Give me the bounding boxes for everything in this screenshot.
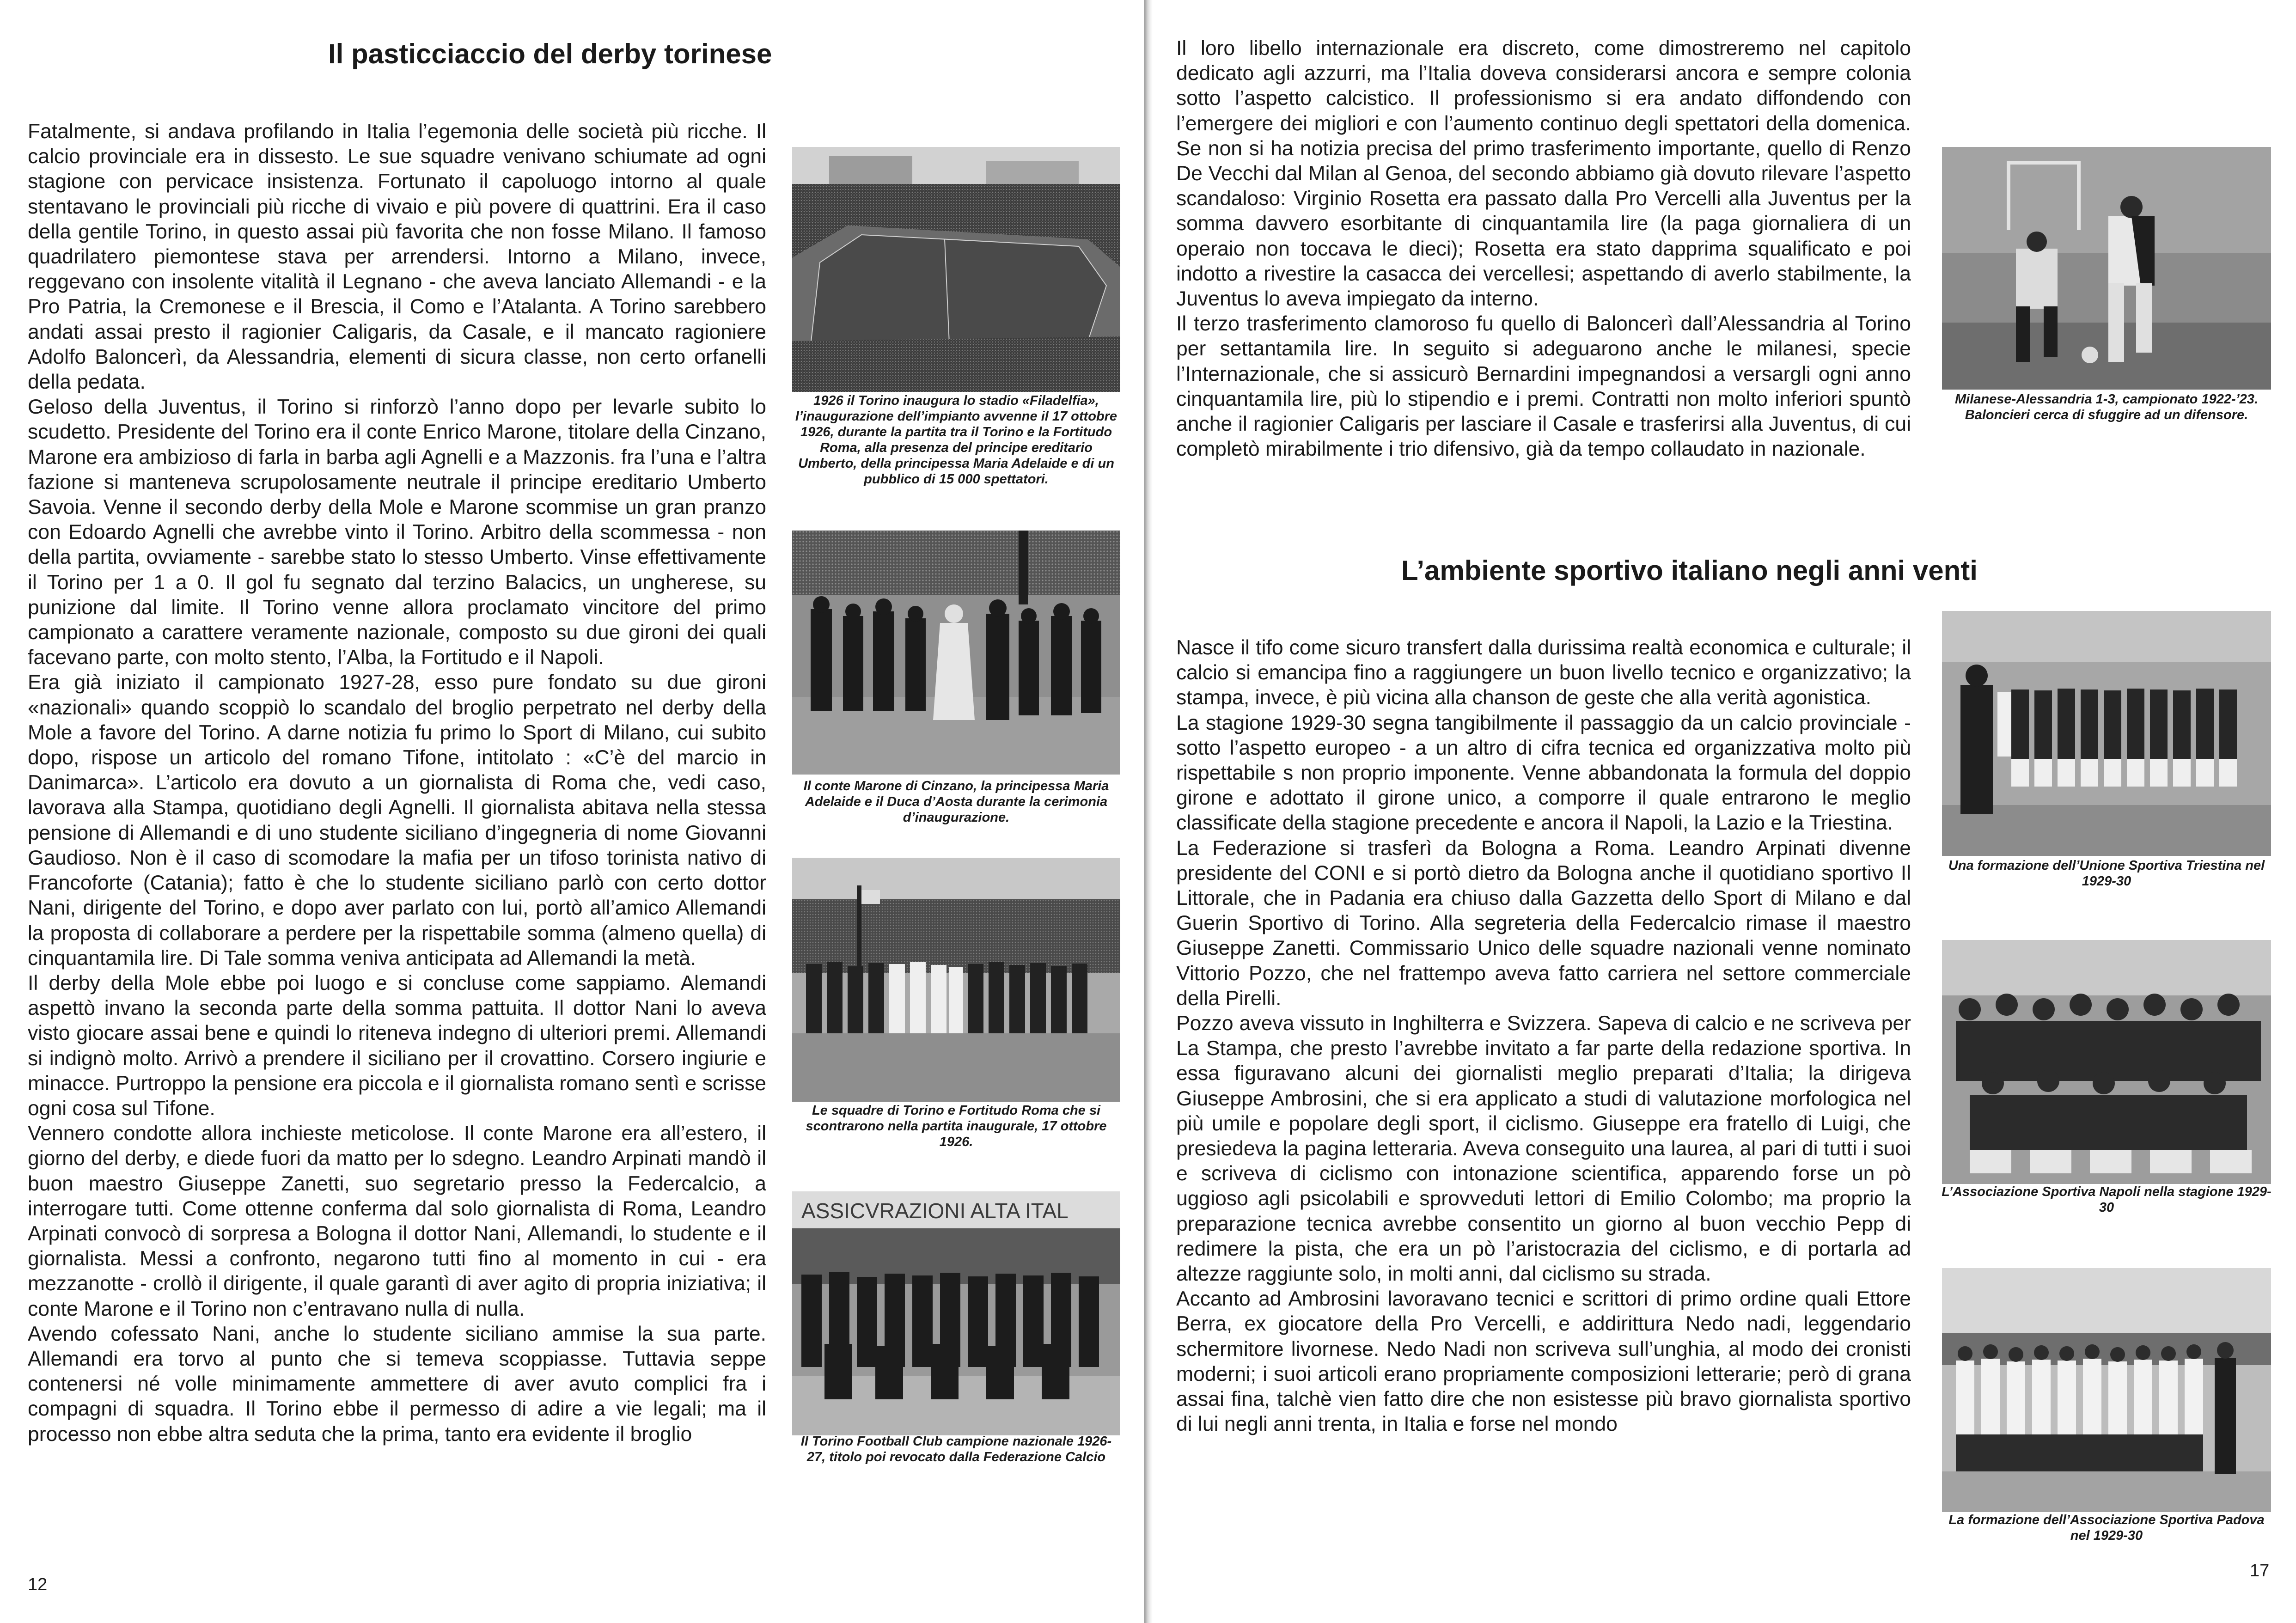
paragraph: Il terzo trasferimento clamoroso fu quello di Baloncerì dall’Alessandria al Torino per settantamila lire. In seguito si adeguarono anche le milanesi, specie l’Internazionale, che si assicurò Bernardini impegnandosi a versargli ogni anno cinquantamila lire, più lo stipendio e i premi. Contratti non molto inferiori spuntò anche il ragionier Caligaris per lasciare il Casale e trasferirsi alla Juventus, di cui completò mirabilmente i trio difensivo, già da tempo collaudato in nazionale.: [1176, 312, 1911, 461]
stadium-illustration: [792, 147, 1120, 392]
photo-caption: Il Torino Football Club campione nazionale 1926-27, titolo poi revocato dalla Federazione Calcio: [800, 1434, 1112, 1464]
triestina-team-photo: [1942, 611, 2271, 856]
padova-team-illustration: [1942, 1268, 2271, 1512]
ceremony-photo: [792, 531, 1120, 775]
padova-team-photo: [1942, 1268, 2271, 1512]
paragraph: Vennero condotte allora inchieste meticolose. Il conte Marone era all’estero, il giorno del derby, e diede fuori da matto per lo sdegno. Leandro Arpinati mandò il buon maestro Giuseppe Zanetti, suo segretario presso la Federcalcio, a interrogare tutti. Come ottenne conferma dal solo giornalista di Roma, Leandro Arpinati convocò di sorpresa a Bologna il dottor Nani, Allemandi, lo studente e il giornalista. Messi a confronto, negarono tutti fino al momento in cui - era mezzanotte - crollò il dirigente, il quale garantì di aver agito di propria iniziativa; il conte Marone e il Torino non c’entravano nulla di nulla.: [28, 1122, 766, 1320]
ceremony-illustration: [792, 531, 1120, 775]
right-intro-text: [1176, 36, 1911, 462]
photo-caption: Milanese-Alessandria 1-3, campionato 1922-’23. Baloncieri cerca di sfuggire ad un difensore.: [1955, 392, 2258, 422]
teams-photo: [792, 858, 1120, 1102]
photo-caption: 1926 il Torino inaugura lo stadio «Filadelfia», l’inaugurazione dell’impianto avvenne il 17 ottobre 1926, durante la partita tra il Torino e la Fortitudo Roma, alla presenza del principe ereditario Umberto, della principessa Maria Adelaide e di un pubblico di 15 000 spettatori.: [795, 393, 1117, 487]
photo-caption: Le squadre di Torino e Fortitudo Roma che si scontrarono nella partita inaugurale, 17 ottobre 1926.: [806, 1103, 1107, 1149]
photo-caption: Il conte Marone di Cinzano, la principessa Maria Adelaide e il Duca d’Aosta durante la cerimonia d’inaugurazione.: [803, 779, 1109, 825]
paragraph: Geloso della Juventus, il Torino si rinforzò l’anno dopo per levarle subito lo scudetto. Presidente del Torino era il conte Enrico Marone, titolare della Cinzano, Marone era ambizioso di farla in barba agli Agnelli e a Mazzonis. fra l’una e l’altra fazione si manteneva scrupolosamente neutrale il principe ereditario Umberto Savoia. Venne il secondo derby della Mole e Marone scommise un gran pranzo con Edoardo Agnelli che avrebbe vinto il Torino. Arbitro della scommessa - non della partita, ovviamente - sarebbe stato lo stesso Umberto. Vinse effettivamente il Torino per 1 a 0. Il gol fu segnato dal terzino Balacics, un ungherese, su punizione dal limite. Il Torino venne allora proclamato vincitore del primo campionato a carattere veramente nazionale, composto su due gironi dei quali facevano parte, con molto stento, l’Alba, la Fortitudo e il Napoli.: [28, 396, 766, 669]
photo-caption: L’Associazione Sportiva Napoli nella stagione 1929-30: [1942, 1184, 2272, 1215]
teams-illustration: [792, 858, 1120, 1102]
book-gutter: [1144, 0, 1153, 1623]
napoli-team-illustration: [1942, 940, 2271, 1184]
paragraph: La Federazione si trasferì da Bologna a Roma. Leandro Arpinati divenne presidente del CONI e si portò dietro da Bologna anche il quotidiano sportivo Il Littorale, che in Padania era chiuso dalla Gazzetta dello Sport di Milano e dal Guerin Sportivo di Torino. Alla segreteria della Federcalcio rimase il maestro Giuseppe Zanetti. Commissario Unico delle squadre nazionali venne nominato Vittorio Pozzo, che nel frattempo aveva fatto carriera nel settore commerciale della Pirelli.: [1176, 836, 1911, 1010]
match-action-illustration: [1942, 147, 2271, 390]
paragraph: Il derby della Mole ebbe poi luogo e si concluse come sappiamo. Alemandi aspettò invano la seconda parte della somma pattuita. Il dottor Nani lo aveva visto giocare assai bene e quindi lo riteneva indegno di ulteriori premi. Allemandi si indignò molto. Arrivò a prendere il siciliano per il crovattino. Corsero ingiurie e minacce. Purtroppo la pensione era piccola e il giornalista romano sentì e scrisse ogni cosa sul Tifone.: [28, 971, 766, 1120]
left-article-text: [28, 119, 766, 1447]
right-page-heading: L’ambiente sportivo italiano negli anni venti: [1401, 555, 1978, 586]
napoli-team-photo: [1942, 940, 2271, 1184]
paragraph: Fatalmente, si andava profilando in Italia l’egemonia delle società più ricche. Il calcio provinciale era in dissesto. Le sue squadre venivano schiumate ad ogni stagione con pervicace insistenza. Fortunato il capoluogo intorno al quale stentavano le provinciali più ricche di vivaio e più povere di quattrini. Era il caso della gentile Torino, in questo assai più favorita che non fosse Milano. Il famoso quadrilatero piemontese stava per arrendersi. Intorno a Milano, invece, reggevano con insolente vitalità il Legnano - che aveva lanciato Allemandi - e la Pro Patria, la Cremonese e il Brescia, il Como e l’Atalanta. A Torino sarebbero andati assai presto il ragionier Caligaris, da Casale, e il mancato ragioniere Adolfo Baloncerì, da Alessandria, elementi di sicura classe, non certo orfanelli della pedata.: [28, 120, 766, 394]
torino-team-illustration: [792, 1191, 1120, 1435]
paragraph: La stagione 1929-30 segna tangibilmente il passaggio da un calcio provinciale - sotto l’aspetto europeo - a un altro di cifra tecnica ed organizzativa molto più rispettabile s non proprio imponente. Venne abbandonata la formula del doppio girone e adottato il girone unico, a comporre il quale entrarono le meglio classificate della stagione precedente e ancora il Napoli, la Lazio e la Triestina.: [1176, 711, 1911, 835]
torino-team-photo: [792, 1191, 1120, 1435]
photo-caption: La formazione dell’Associazione Sportiva Padova nel 1929-30: [1948, 1513, 2265, 1543]
stadium-photo: [792, 147, 1120, 392]
paragraph: Era già iniziato il campionato 1927-28, esso pure fondato su due gironi «nazionali» quando scoppiò lo scandalo del broglio perpetrato nel derby della Mole a favore del Torino. A darne notizia fu primo lo Sport di Milano, cui subito dopo, rispose un articolo del romano Tifone, intitolato : «C’è del marcio in Danimarca». L’articolo era dovuto a un giornalista di Roma che, vedi caso, lavorava alla Stampa, quotidiano degli Agnelli. Il giornalista abitava nella stessa pensione di Allemandi e di uno studente siciliano d’ingegneria di nome Giovanni Gaudioso. Non è il caso di scomodare la mafia per un tifoso torinista nativo di Francoforte (Catania); fatto è che lo studente siciliano parlò con certo dottor Nani, dirigente del Torino, e dopo aver parlato con lui, portò all’amico Allemandi la proposta di collaborare a perdere per la rispettabile somma (almeno quella) di cinquantamila lire. Di Tale somma veniva anticipata ad Allemandi la metà.: [28, 671, 766, 970]
photo-caption: Una formazione dell’Unione Sportiva Triestina nel 1929-30: [1948, 858, 2265, 889]
right-page: [1153, 0, 2296, 1623]
right-article-text: [1176, 635, 1911, 1437]
photo-banner-text: ASSICVRAZIONI ALTA ITAL: [801, 1199, 1069, 1223]
page-number: 12: [28, 1575, 48, 1594]
paragraph: Avendo cofessato Nani, anche lo studente siciliano ammise la sua parte. Allemandi era torvo al punto che si temeva scoppiasse. Tuttavia seppe contenersi né volle minimamente ammettere di aver avuto complici fra i compagni di squadra. Il Torino ebbe il permesso di adire a vie legali; ma il processo non ebbe altra seduta che la prima, tanto era evidente il broglio: [28, 1322, 766, 1446]
paragraph: Accanto ad Ambrosini lavoravano tecnici e scrittori di primo ordine quali Ettore Berra, ex giocatore della Pro Vercelli, e addirittura Nedo nadi, leggendario schermitore livornese. Nedo Nadi non scriveva sull’unghia, al modo dei cronisti moderni; i suoi articoli erano propriamente composizioni letterarie; però di grana assai fina, talchè vien fatto dire che non esistesse più bravo giornalista sportivo di lui negli anni trenta, in Italia e forse nel mondo: [1176, 1287, 1911, 1436]
match-action-photo: [1942, 147, 2271, 390]
left-page: [0, 0, 1144, 1623]
paragraph: Il loro libello internazionale era discreto, come dimostreremo nel capitolo dedicato agli azzurri, ma l’Italia doveva considerarsi ancora e sempre colonia sotto l’aspetto calcistico. Il professionismo si era andato diffondendo con l’emergere dei migliori e con l’aumento continuo degli spettatori della domenica. Se non si ha notizia precisa del primo trasferimento importante, quello di Renzo De Vecchi dal Milan al Genoa, del secondo abbiamo già dovuto rilevare l’aspetto scandaloso: Virginio Rosetta era passato dalla Pro Vercelli alla Juventus per la somma davvero esorbitante di cinquantamila lire (la paga giornaliera di un operaio non toccava le dieci); Rosetta era stato dapprima squalificato e poi indotto a rivestire la casacca dei vercellesi; aspettando di averlo stabilmente, la Juventus lo aveva impiegato da interno.: [1176, 37, 1911, 311]
page-number: 17: [2250, 1561, 2270, 1580]
paragraph: Nasce il tifo come sicuro transfert dalla durissima realtà economica e culturale; il calcio si emancipa fino a raggiungere un buon livello tecnico e organizzativo; la stampa, invece, è più vicina alla chanson de geste che alla verità agonistica.: [1176, 636, 1911, 709]
paragraph: Pozzo aveva vissuto in Inghilterra e Svizzera. Sapeva di calcio e ne scriveva per La Stampa, che presto l’avrebbe invitato a far parte della redazione sportiva. In essa figuravano alcuni dei giornalisti meglio preparati d’Italia; la dirigeva Giuseppe Ambrosini, che si era applicato a studi di valutazione morfologica nel più umile e popolare degli sport, il ciclismo. Giuseppe era fratello di Luigi, che presiedeva la pagina letteraria. Aveva conseguito una laurea, al pari di tutti i suoi e scriveva di ciclismo con intonazione scientifica, apparendo forse un pò uggioso agli psicolabili e sprovveduti lettori di Emilio Colombo; ma proprio la preparazione tecnica avrebbe consentito un giorno al buon vecchio Pepp di redimere la pista, che era un pò l’aristocrazia del ciclismo, e di portarla ad altezze raggiunte solo, in molti anni, dal ciclismo su strada.: [1176, 1012, 1911, 1286]
triestina-team-illustration: [1942, 611, 2271, 856]
left-page-heading: Il pasticciaccio del derby torinese: [328, 38, 772, 69]
